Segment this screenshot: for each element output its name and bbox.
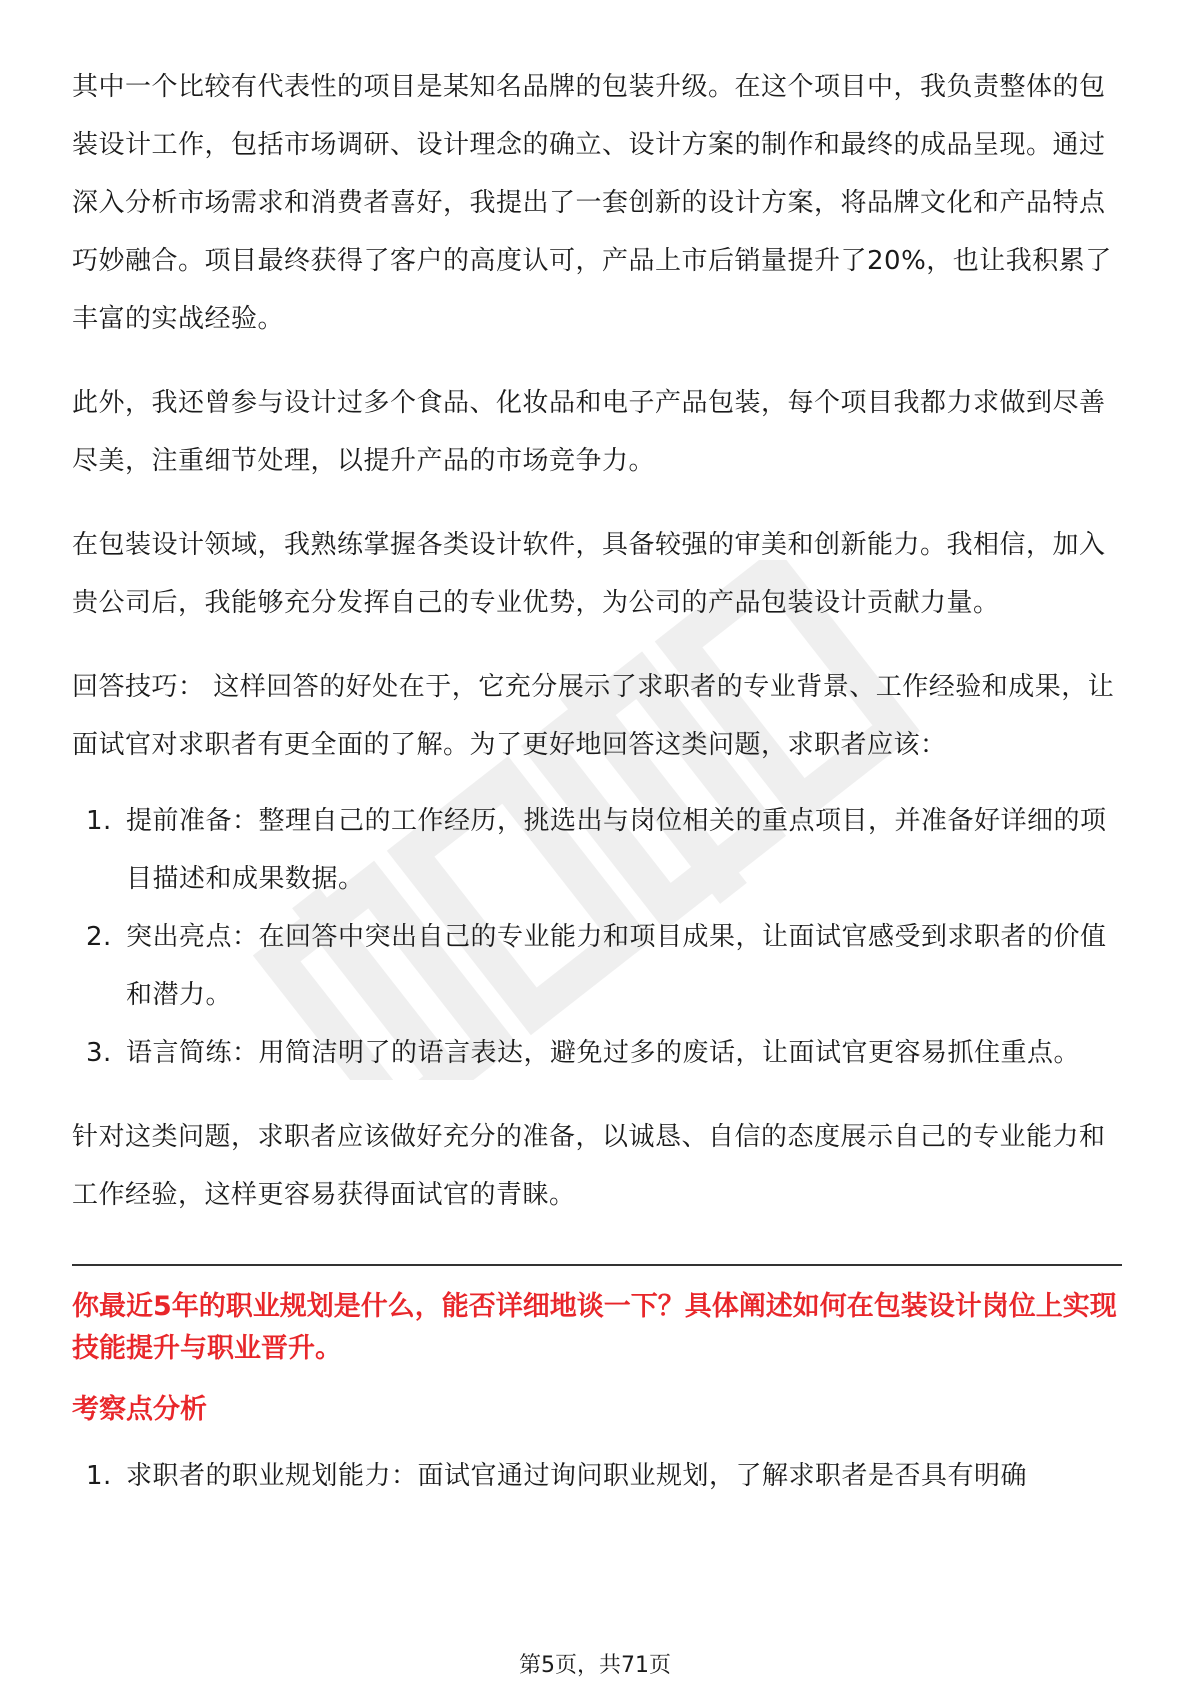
list-item: [72, 1456, 1122, 1496]
tips-list: [72, 792, 1122, 1082]
list-item: [72, 792, 1122, 908]
interview-question: 你最近5年的职业规划是什么，能否详细地谈一下？具体阐述如何在包装设计岗位上实现技能提升与职业晋升。: [72, 1291, 1117, 1364]
list-item-number: 1.: [86, 806, 112, 836]
main-content: [72, 58, 1122, 1496]
list-item: [72, 908, 1122, 1024]
analysis-list: [72, 1456, 1122, 1496]
list-item-text: 提前准备：整理自己的工作经历，挑选出与岗位相关的重点项目，并准备好详细的项目描述和成果数据。: [126, 806, 1107, 894]
list-item-number: 3.: [86, 1038, 112, 1068]
paragraph-other-projects: 此外，我还曾参与设计过多个食品、化妆品和电子产品包装，每个项目我都力求做到尽善尽美，注重细节处理，以提升产品的市场竞争力。: [72, 388, 1106, 476]
list-item-number: 2.: [86, 922, 112, 952]
paragraph-project: 其中一个比较有代表性的项目是某知名品牌的包装升级。在这个项目中，我负责整体的包装设计工作，包括市场调研、设计理念的确立、设计方案的制作和最终的成品呈现。通过深入分析市场需求和消费者喜好，我提出了一套创新的设计方案，将品牌文化和产品特点巧妙融合。项目最终获得了客户的高度认可，产品上市后销量提升了20%，也让我积累了丰富的实战经验。: [72, 72, 1112, 334]
section-divider: [72, 1264, 1122, 1266]
list-item-text: 语言简练：用简洁明了的语言表达，避免过多的废话，让面试官更容易抓住重点。: [126, 1038, 1081, 1068]
paragraph-answer-tips: 回答技巧： 这样回答的好处在于，它充分展示了求职者的专业背景、工作经验和成果，让面试官对求职者有更全面的了解。为了更好地回答这类问题，求职者应该：: [72, 672, 1115, 760]
list-item-text: 求职者的职业规划能力：面试官通过询问职业规划，了解求职者是否具有明确: [126, 1461, 1028, 1491]
list-item: [72, 1024, 1122, 1082]
paragraph-skills: 在包装设计领域，我熟练掌握各类设计软件，具备较强的审美和创新能力。我相信，加入贵公司后，我能够充分发挥自己的专业优势，为公司的产品包装设计贡献力量。: [72, 530, 1106, 618]
page-number: 第5页，共71页: [519, 1653, 671, 1678]
list-item-text: 突出亮点：在回答中突出自己的专业能力和项目成果，让面试官感受到求职者的价值和潜力。: [126, 922, 1107, 1010]
paragraph-closing: 针对这类问题，求职者应该做好充分的准备，以诚恳、自信的态度展示自己的专业能力和工作经验，这样更容易获得面试官的青睐。: [72, 1122, 1106, 1210]
list-item-number: 1.: [86, 1461, 112, 1491]
section-title: 考察点分析: [72, 1394, 207, 1425]
